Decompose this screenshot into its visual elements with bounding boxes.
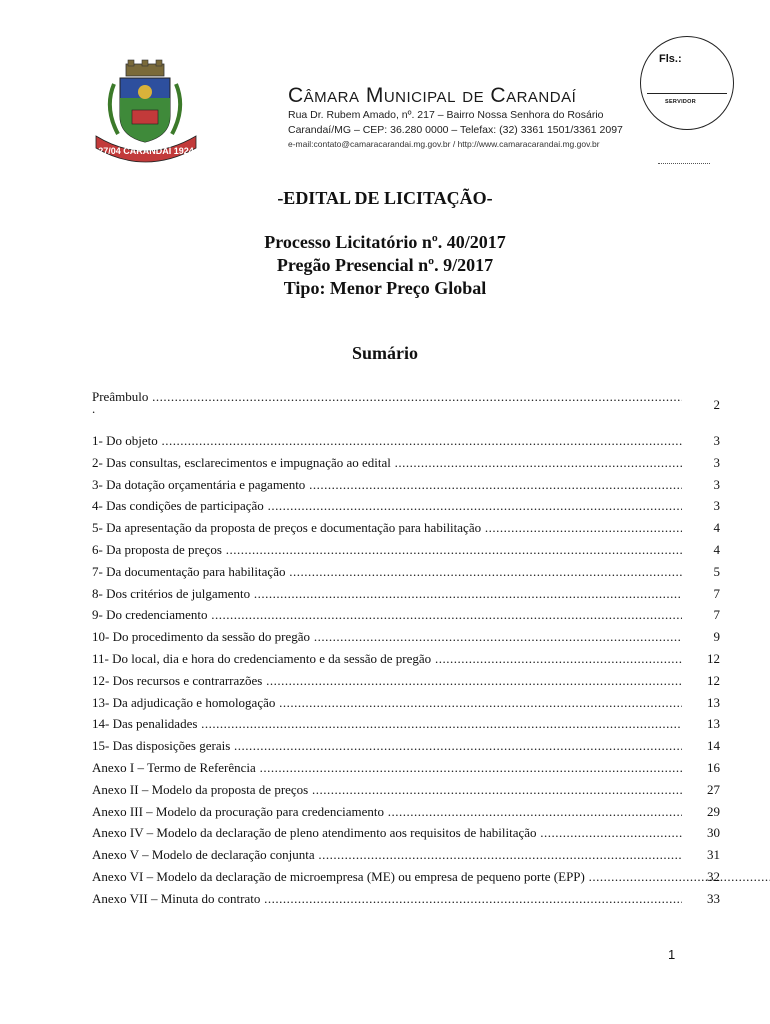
toc-entry-page: 31 bbox=[707, 847, 720, 863]
toc-entry-page: 7 bbox=[713, 607, 720, 623]
toc-entry[interactable] bbox=[92, 517, 720, 539]
toc-entry-page: 4 bbox=[713, 541, 720, 557]
toc-entry[interactable] bbox=[92, 626, 720, 648]
toc-entry[interactable] bbox=[92, 692, 720, 714]
toc-entry[interactable] bbox=[92, 866, 720, 888]
toc-entry-page: 2 bbox=[713, 397, 720, 412]
toc-entry[interactable] bbox=[92, 757, 720, 779]
toc-entry-page: 16 bbox=[707, 759, 720, 775]
toc-entry[interactable] bbox=[92, 822, 720, 844]
toc-entry[interactable] bbox=[92, 474, 720, 496]
toc-entry[interactable]: Preâmbulo ..... . 2 bbox=[92, 386, 720, 430]
toc-entry-label: 4- Das condições de participação ..... bbox=[92, 495, 682, 517]
toc-entry-page: 3 bbox=[713, 498, 720, 514]
toc-entry-label: Anexo VI – Modelo da declaração de microempresa (ME) ou empresa de pequeno porte (EPP) ..... bbox=[92, 866, 682, 888]
contact-line: e-mail:contato@camaracarandai.mg.gov.br / http://www.camaracarandai.mg.gov.br bbox=[288, 139, 600, 149]
toc-entry[interactable] bbox=[92, 495, 720, 517]
signature-rule bbox=[658, 163, 710, 164]
toc-entry-label: 8- Dos critérios de julgamento ..... bbox=[92, 583, 682, 605]
toc-entry-label: 7- Da documentação para habilitação ..... bbox=[92, 561, 682, 583]
municipal-coat-of-arms-logo bbox=[92, 58, 220, 166]
document-title: -EDITAL DE LICITAÇÃO- bbox=[277, 188, 493, 208]
toc-entry[interactable] bbox=[92, 561, 720, 583]
toc-entry-page: 29 bbox=[707, 803, 720, 819]
toc-entry-page: 7 bbox=[713, 585, 720, 601]
letterhead bbox=[288, 84, 648, 151]
toc-entry[interactable] bbox=[92, 801, 720, 823]
toc-entry-label: Anexo V – Modelo de declaração conjunta ..... bbox=[92, 844, 682, 866]
toc-entry[interactable] bbox=[92, 779, 720, 801]
toc-entry-label: 13- Da adjudicação e homologação ..... bbox=[92, 692, 682, 714]
bid-type: Tipo: Menor Preço Global bbox=[283, 278, 487, 298]
stamp-divider bbox=[647, 93, 727, 94]
toc-entry-page: 4 bbox=[713, 520, 720, 536]
stamp-servidor-label: SERVIDOR bbox=[665, 99, 697, 105]
table-of-contents bbox=[92, 386, 720, 910]
toc-entry[interactable] bbox=[92, 648, 720, 670]
process-number: Processo Licitatório nº. 40/2017 bbox=[264, 232, 506, 252]
toc-entry-page: 12 bbox=[707, 672, 720, 688]
toc-entry-page: 3 bbox=[713, 476, 720, 492]
toc-entry[interactable] bbox=[92, 888, 720, 910]
toc-entry-label: 9- Do credenciamento ..... bbox=[92, 604, 682, 626]
toc-entry-label: Preâmbulo ..... bbox=[92, 386, 682, 408]
summary-heading: Sumário bbox=[351, 343, 418, 363]
toc-entry-label: 14- Das penalidades ..... bbox=[92, 713, 682, 735]
toc-entry-page: 27 bbox=[707, 781, 720, 797]
toc-entry-label: 1- Do objeto ..... bbox=[92, 430, 682, 452]
toc-entry-label: Anexo II – Modelo da proposta de preços ..... bbox=[92, 779, 682, 801]
toc-entry-label: 12- Dos recursos e contrarrazões ..... bbox=[92, 670, 682, 692]
toc-entry-page: 5 bbox=[713, 563, 720, 579]
toc-entry-label: Anexo I – Termo de Referência ..... bbox=[92, 757, 682, 779]
toc-entry-page: 32 bbox=[707, 868, 720, 884]
toc-entry-page: 12 bbox=[707, 650, 720, 666]
toc-entry[interactable] bbox=[92, 452, 720, 474]
toc-entry-label: 5- Da apresentação da proposta de preços e documentação para habilitação ..... bbox=[92, 517, 682, 539]
address-line: Rua Dr. Rubem Amado, nº. 217 – Bairro Nossa Senhora do Rosário bbox=[288, 109, 604, 121]
toc-entry-page: 13 bbox=[707, 694, 720, 710]
toc-entry-label: 6- Da proposta de preços ..... bbox=[92, 539, 682, 561]
toc-entry-label: 2- Das consultas, esclarecimentos e impugnação ao edital ..... bbox=[92, 452, 682, 474]
toc-entry-label: Anexo IV – Modelo da declaração de pleno atendimento aos requisitos de habilitação ..... bbox=[92, 822, 682, 844]
toc-entry[interactable] bbox=[92, 844, 720, 866]
toc-entry-page: 14 bbox=[707, 738, 720, 754]
toc-entry[interactable] bbox=[92, 604, 720, 626]
toc-entry-label: 15- Das disposições gerais ..... bbox=[92, 735, 682, 757]
auction-number: Pregão Presencial nº. 9/2017 bbox=[276, 255, 494, 275]
stamp-fls-label: Fls.: bbox=[659, 53, 682, 65]
toc-entry[interactable] bbox=[92, 735, 720, 757]
organization-name: Câmara Municipal de Carandaí bbox=[288, 84, 577, 107]
toc-entry[interactable] bbox=[92, 430, 720, 452]
toc-entry-label: 10- Do procedimento da sessão do pregão ..... bbox=[92, 626, 682, 648]
toc-entry[interactable] bbox=[92, 713, 720, 735]
toc-entry-label: Anexo III – Modelo da procuração para credenciamento ..... bbox=[92, 801, 682, 823]
toc-entry-label: 11- Do local, dia e hora do credenciamento e da sessão de pregão ..... bbox=[92, 648, 682, 670]
toc-entry[interactable] bbox=[92, 670, 720, 692]
toc-entry-page: 9 bbox=[713, 629, 720, 645]
toc-entry-label: 3- Da dotação orçamentária e pagamento ..... bbox=[92, 474, 682, 496]
toc-entry-label: Anexo VII – Minuta do contrato ..... bbox=[92, 888, 682, 910]
crest-ribbon-text: 27/04 CARANDAÍ 1924 bbox=[98, 146, 194, 156]
page-stamp bbox=[640, 36, 734, 130]
city-phone-line: Carandaí/MG – CEP: 36.280 0000 – Telefax: (32) 3361 1501/3361 2097 bbox=[288, 124, 623, 136]
toc-entry-page: 13 bbox=[707, 716, 720, 732]
toc-entry[interactable] bbox=[92, 583, 720, 605]
toc-entry[interactable] bbox=[92, 539, 720, 561]
toc-entry-page: 33 bbox=[707, 890, 720, 906]
toc-entry-page: 3 bbox=[713, 433, 720, 448]
toc-entry-page: 30 bbox=[707, 825, 720, 841]
toc-entry-page: 3 bbox=[713, 454, 720, 470]
page-number: 1 bbox=[668, 947, 676, 962]
